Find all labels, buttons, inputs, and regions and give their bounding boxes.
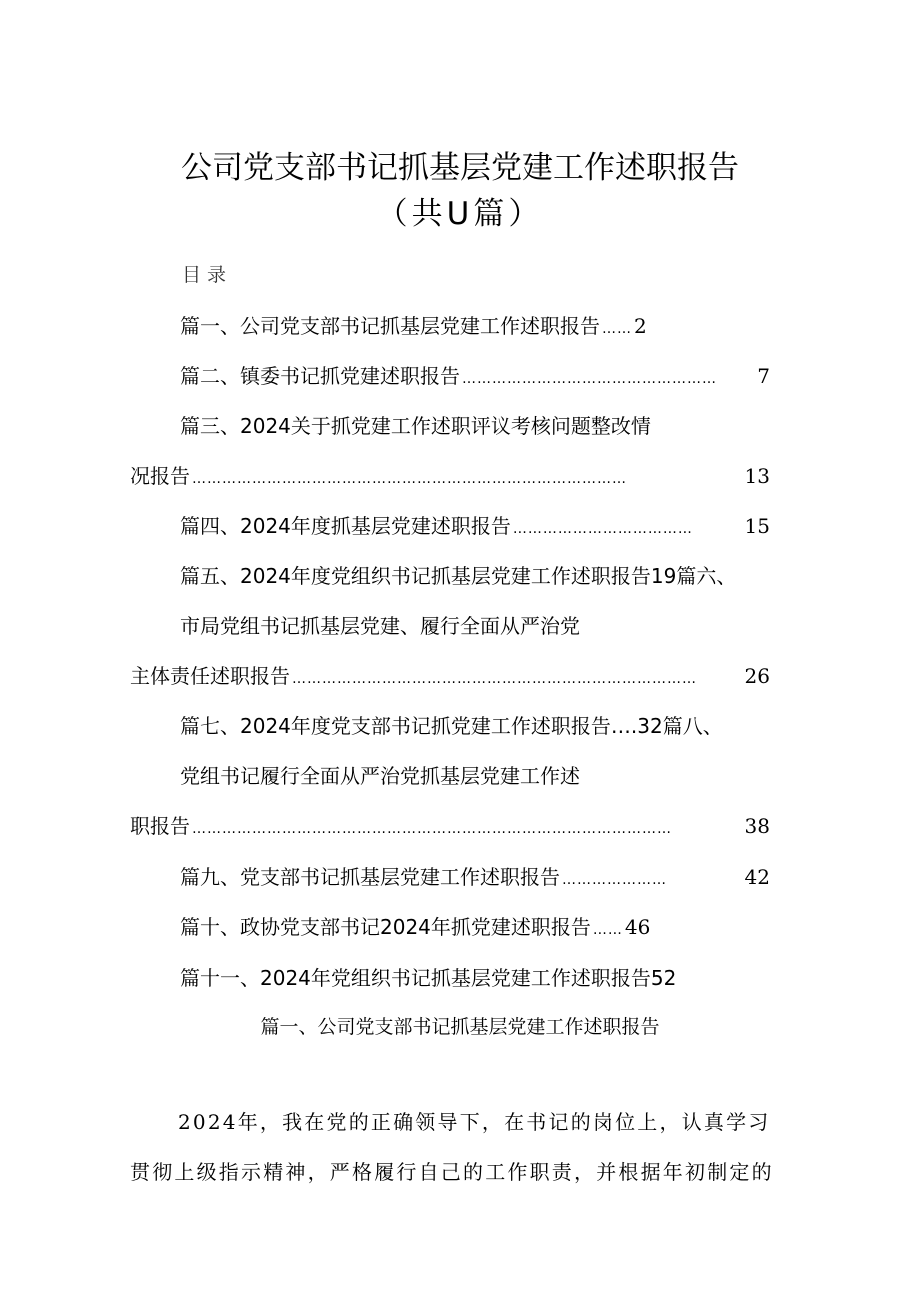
toc-entry-label: 篇九、党支部书记抓基层党建工作述职报告: [180, 865, 560, 889]
toc-entry-8-line2[interactable]: 党组书记履行全面从严治党抓基层党建工作述: [180, 764, 580, 788]
toc-leader-dots: …………………: [562, 872, 667, 888]
document-title: 公司党支部书记抓基层党建工作述职报告: [181, 150, 739, 186]
toc-entry-7-line1[interactable]: 篇七、2024年度党支部书记抓党建工作述职报告….32篇八、: [180, 714, 723, 738]
toc-entry-5-line1[interactable]: 篇五、2024年度党组织书记抓基层党建工作述职报告19篇六、: [180, 564, 737, 588]
toc-entry-3-line1[interactable]: 篇三、2024关于抓党建工作述职评议考核问题整改情: [180, 414, 651, 438]
toc-page-number: 15: [744, 514, 770, 538]
toc-leader-dots: ……………………………………………………………………………………: [192, 821, 672, 837]
toc-leader-dots: ………………………………: [512, 521, 693, 537]
toc-page-number: 46: [624, 915, 651, 939]
section-title: 篇一、公司党支部书记抓基层党建工作述职报告: [260, 1016, 660, 1038]
paragraph-line-1: 2024年，我在党的正确领导下，在书记的岗位上，认真学习: [178, 1110, 771, 1134]
toc-page-number: 26: [744, 664, 770, 688]
toc-leader-dots: ……………………………………………………………………………: [192, 471, 627, 487]
toc-entry-11[interactable]: 篇十一、2024年党组织书记抓基层党建工作述职报告52: [180, 966, 677, 990]
toc-entry-9[interactable]: [180, 862, 770, 895]
toc-entry-8-line3[interactable]: [130, 811, 770, 844]
toc-entry-label: 篇一、公司党支部书记抓基层党建工作述职报告: [180, 314, 600, 338]
document-subtitle: （共U篇）: [376, 196, 544, 232]
toc-entry-1[interactable]: [180, 311, 720, 344]
toc-entry-2[interactable]: [180, 361, 770, 394]
toc-entry-label: 篇十、政协党支部书记2024年抓党建述职报告: [180, 915, 591, 939]
toc-entry-6-line2[interactable]: 市局党组书记抓基层党建、履行全面从严治党: [180, 614, 580, 638]
toc-page-number: 2: [634, 314, 647, 338]
toc-entry-label: 况报告: [130, 464, 190, 488]
toc-entry-4[interactable]: [180, 511, 770, 544]
toc-entry-label: 篇二、镇委书记抓党建述职报告: [180, 364, 460, 388]
toc-leader-dots: ……: [592, 922, 623, 938]
toc-entry-3-line2[interactable]: [130, 461, 770, 494]
paragraph-line-2: 贯彻上级指示精神，严格履行自己的工作职责，并根据年初制定的: [130, 1160, 774, 1184]
toc-leader-dots: ………………………………………………………………………: [292, 671, 697, 687]
toc-entry-label: 职报告: [130, 814, 190, 838]
toc-entry-10[interactable]: [180, 912, 740, 945]
toc-page-number: 42: [744, 865, 770, 889]
toc-leader-dots: ……………………………………………: [462, 371, 717, 387]
toc-entry-6-line3[interactable]: [130, 661, 770, 694]
toc-entry-label: 篇四、2024年度抓基层党建述职报告: [180, 514, 511, 538]
toc-page-number: 13: [744, 464, 770, 488]
toc-page-number: 7: [757, 364, 770, 388]
toc-page-number: 38: [744, 814, 770, 838]
toc-heading: 目录: [182, 264, 233, 286]
toc-leader-dots: ……: [602, 321, 632, 337]
toc-entry-label: 主体责任述职报告: [130, 664, 290, 688]
